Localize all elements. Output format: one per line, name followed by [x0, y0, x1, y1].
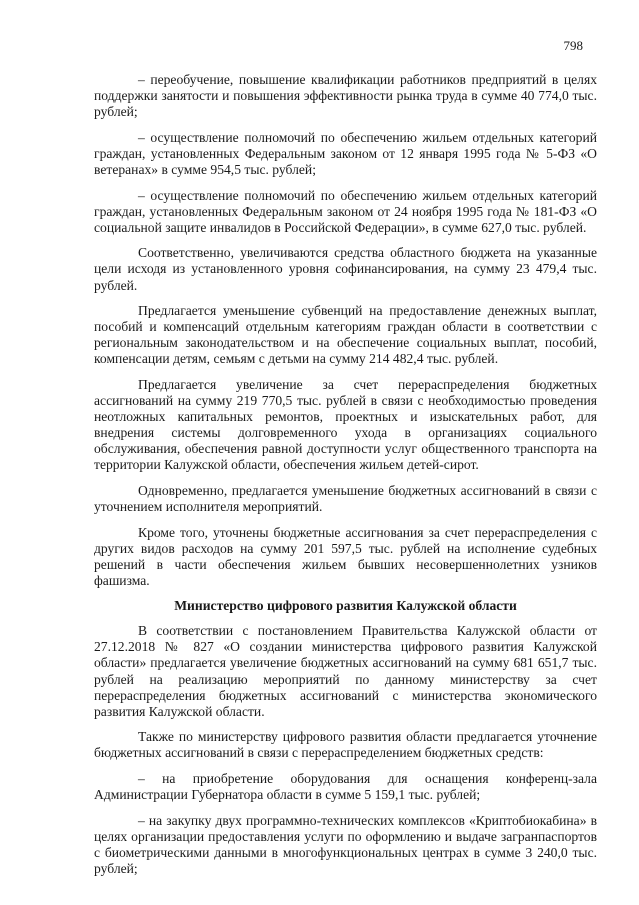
- paragraph-cryptobiocabin: – на закупку двух программно-технических комплексов «Криптобиокабина» в целях организации предоставления услуги по оформлению и выдаче загранпаспортов с биометрическими данными в многофункциональных центрах в сумме 3 240,0 тыс. рублей;: [94, 812, 597, 876]
- paragraph-cofinancing: Соответственно, увеличиваются средства областного бюджета на указанные цели исходя из установленного уровня софинансирования, на сумму 23 479,4 тыс. рублей.: [94, 245, 597, 293]
- paragraph-ministry-clarification: Также по министерству цифрового развития области предлагается уточнение бюджетных ассигнований в связи с перераспределением бюджетных средств:: [94, 729, 597, 761]
- paragraph-retraining: – переобучение, повышение квалификации работников предприятий в целях поддержки занятости и повышения эффективности рынка труда в сумме 40 774,0 тыс. рублей;: [94, 72, 597, 120]
- paragraph-conference-equipment: – на приобретение оборудования для оснащения конференц-зала Администрации Губернатора области в сумме 5 159,1 тыс. рублей;: [94, 770, 597, 803]
- paragraph-disabled-housing: – осуществление полномочий по обеспечению жильем отдельных категорий граждан, установленных Федеральным законом от 24 ноября 1995 года № 181-ФЗ «О социальной защите инвалидов в Российской Федерации», в сумме 627,0 тыс. рублей.: [94, 187, 597, 235]
- document-body: [94, 72, 597, 877]
- paragraph-ministry-creation: В соответствии с постановлением Правительства Калужской области от 27.12.2018 № 827 «О создании министерства цифрового развития Калужской области» предлагается увеличение бюджетных ассигнований на сумму 681 651,7 тыс. рублей на реализацию мероприятий по данному министерству за счет перераспределения бюджетных ассигнований с министерства экономического развития Калужской области.: [94, 623, 597, 719]
- paragraph-subvention-decrease: Предлагается уменьшение субвенций на предоставление денежных выплат, пособий и компенсаций отдельным категориям граждан области в соответствии с региональным законодательством и на обеспечение социальных выплат, пособий, компенсации детям, семьям с детьми на сумму 214 482,4 тыс. рублей.: [94, 303, 597, 367]
- section-heading: Министерство цифрового развития Калужской области: [174, 598, 517, 614]
- page-number: 798: [563, 38, 583, 53]
- paragraph-court-decisions: Кроме того, уточнены бюджетные ассигнования за счет перераспределения с других видов расходов на сумму 201 597,5 тыс. рублей на исполнение судебных решений в части обеспечения жильем бывших несовершеннолетних узников фашизма.: [94, 524, 597, 589]
- paragraph-executor-change: Одновременно, предлагается уменьшение бюджетных ассигнований в связи с уточнением исполнителя мероприятий.: [94, 483, 597, 515]
- paragraph-reallocation-increase: Предлагается увеличение за счет перераспределения бюджетных ассигнований на сумму 219 770,5 тыс. рублей в связи с необходимостью проведения неотложных капитальных ремонтов, проектных и изыскательных работ, для внедрения системы долговременного ухода в организациях социального обслуживания, обеспечения равной доступности услуг общественного транспорта на территории Калужской области, обеспечения жильем детей-сирот.: [94, 377, 597, 473]
- paragraph-veterans-housing: – осуществление полномочий по обеспечению жильем отдельных категорий граждан, установленных Федеральным законом от 12 января 1995 года № 5-ФЗ «О ветеранах» в сумме 954,5 тыс. рублей;: [94, 129, 597, 177]
